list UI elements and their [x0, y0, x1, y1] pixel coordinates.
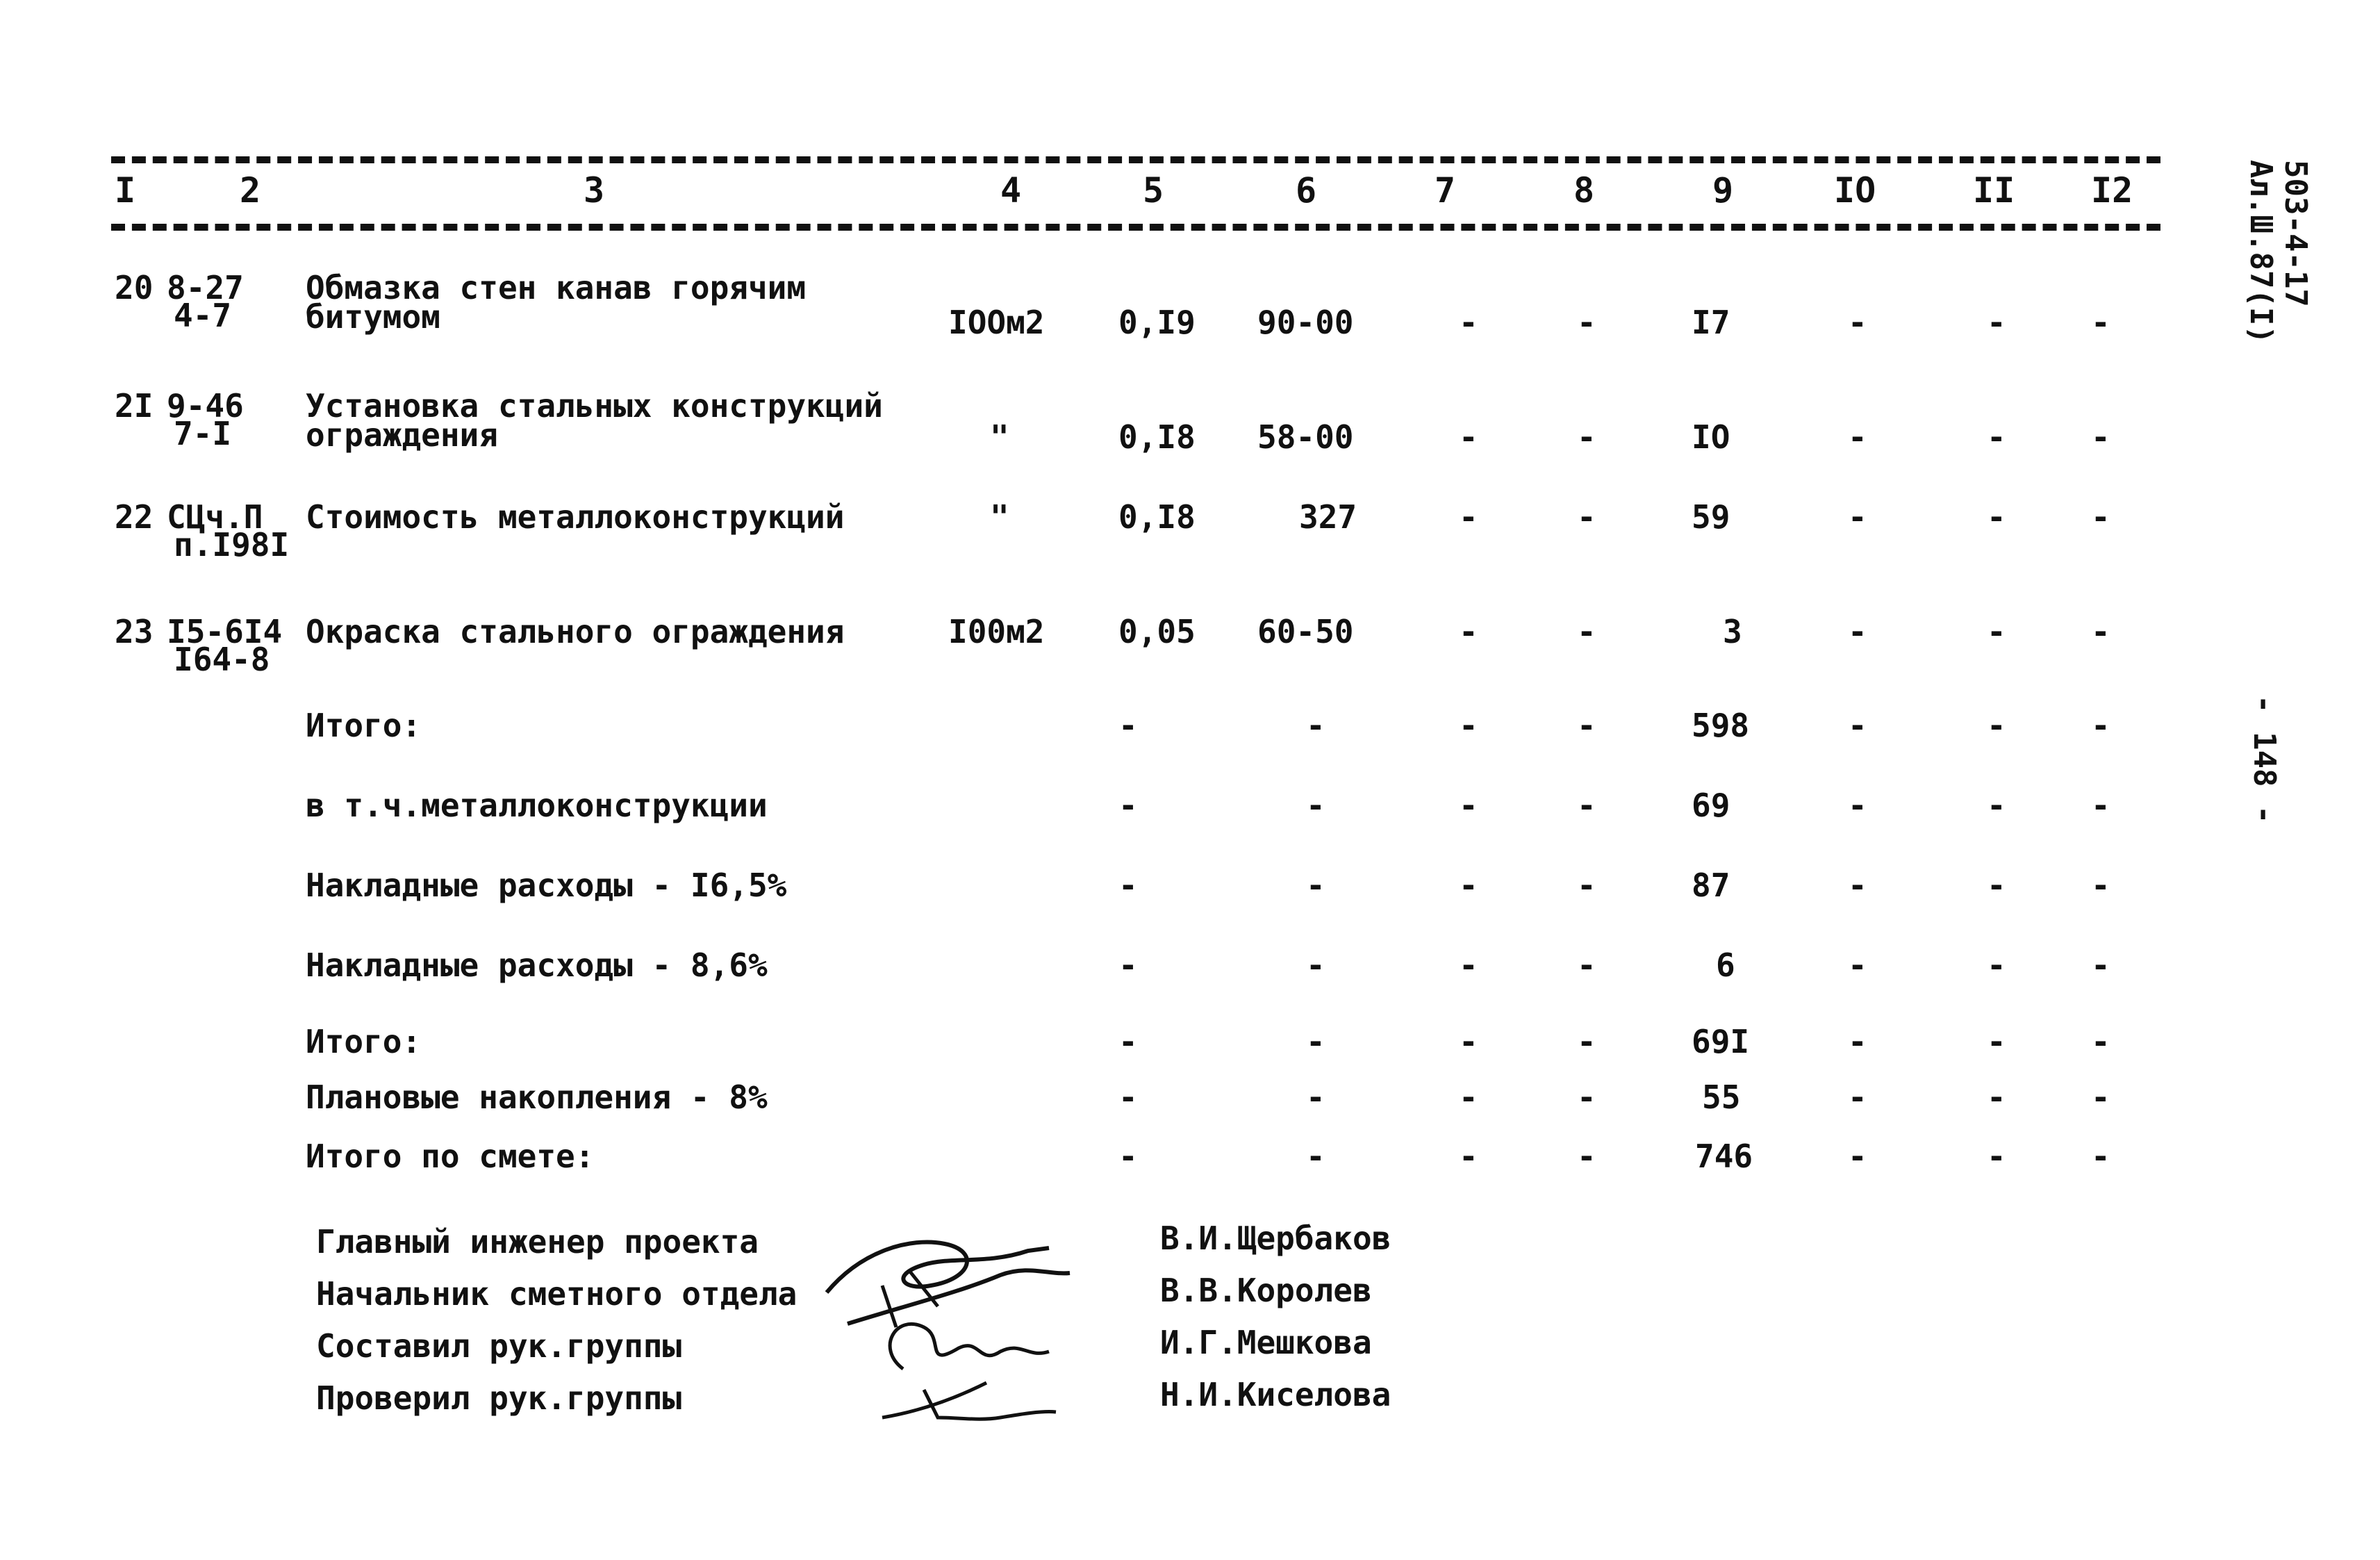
row-col9: 59: [1692, 498, 1730, 536]
col-header-12: I2: [2091, 170, 2133, 211]
row-col10: -: [1848, 613, 1867, 650]
col-header-2: 2: [240, 170, 261, 211]
dash-mark: -: [1848, 1138, 1867, 1175]
row-desc-1: Окраска стального ограждения: [306, 613, 845, 650]
signature-name: И.Г.Мешкова: [1160, 1324, 1372, 1361]
row-col8: -: [1577, 418, 1596, 456]
signature-name: В.В.Королев: [1160, 1272, 1372, 1309]
dash-mark: -: [1459, 787, 1478, 824]
total-label: в т.ч.металлоконструкции: [306, 787, 768, 824]
dash-mark: -: [1848, 1078, 1867, 1116]
col-header-1: I: [115, 170, 136, 211]
dash-mark: -: [1459, 1023, 1478, 1060]
dash-mark: -: [1987, 1078, 2006, 1116]
signature-role: Составил рук.группы: [316, 1327, 682, 1365]
dash-mark: -: [1459, 867, 1478, 904]
dash-mark: -: [1848, 946, 1867, 984]
row-desc-1: Стоимость металлоконструкций: [306, 498, 845, 536]
row-number: 23: [115, 613, 154, 650]
row-col8: -: [1577, 498, 1596, 536]
row-code-1: СЦч.П: [167, 498, 263, 536]
dash-mark: -: [2091, 946, 2110, 984]
row-col7: -: [1459, 418, 1478, 456]
dash-mark: -: [1848, 787, 1867, 824]
dash-mark: -: [1118, 1078, 1138, 1116]
page-number: [2247, 695, 2282, 823]
dash-mark: -: [1577, 707, 1596, 744]
dash-mark: -: [2091, 1078, 2110, 1116]
col-header-3: 3: [584, 170, 605, 211]
total-value: 69I: [1692, 1023, 1750, 1060]
row-price: 60-50: [1257, 613, 1354, 650]
dash-mark: -: [1306, 946, 1325, 984]
col-header-8: 8: [1573, 170, 1595, 211]
row-price: 327: [1299, 498, 1357, 536]
album-reference: [2243, 160, 2279, 344]
page-number-text: - 148 -: [2247, 695, 2282, 824]
row-number: 22: [115, 498, 154, 536]
row-col10: -: [1848, 304, 1867, 341]
dash-mark: -: [1987, 1023, 2006, 1060]
row-price: 58-00: [1257, 418, 1354, 456]
dash-mark: -: [1459, 1078, 1478, 1116]
dash-mark: -: [1848, 1023, 1867, 1060]
row-qty: 0,I8: [1118, 418, 1196, 456]
dash-mark: -: [1118, 867, 1138, 904]
row-qty: 0,I9: [1118, 304, 1196, 341]
col-header-5: 5: [1143, 170, 1164, 211]
signature-name: Н.И.Киселова: [1160, 1376, 1391, 1413]
dash-mark: -: [2091, 1138, 2110, 1175]
header-bottom-rule: [111, 224, 2160, 231]
row-col8: -: [1577, 304, 1596, 341]
header-top-rule: [111, 156, 2160, 163]
total-label: Накладные расходы - I6,5%: [306, 867, 787, 904]
dash-mark: -: [1306, 1138, 1325, 1175]
dash-mark: -: [2091, 1023, 2110, 1060]
row-code-1: 9-46: [167, 387, 244, 425]
dash-mark: -: [1306, 1023, 1325, 1060]
dash-mark: -: [1848, 867, 1867, 904]
row-unit: ": [990, 418, 1009, 456]
dash-mark: -: [2091, 787, 2110, 824]
dash-mark: -: [1118, 946, 1138, 984]
row-col11: -: [1987, 418, 2006, 456]
row-number: 20: [115, 269, 154, 306]
total-value: 87: [1692, 867, 1730, 904]
col-header-6: 6: [1296, 170, 1317, 211]
col-header-11: II: [1973, 170, 2015, 211]
signature-name: В.И.Щербаков: [1160, 1220, 1391, 1257]
row-desc-2: битумом: [306, 298, 440, 336]
dash-mark: -: [1987, 707, 2006, 744]
col-header-7: 7: [1435, 170, 1456, 211]
row-col10: -: [1848, 498, 1867, 536]
document-code-text: 503-4-17: [2278, 160, 2313, 307]
total-value: 598: [1692, 707, 1750, 744]
row-col11: -: [1987, 304, 2006, 341]
row-col7: -: [1459, 613, 1478, 650]
row-col9: IO: [1692, 418, 1730, 456]
total-label: Плановые накопления - 8%: [306, 1078, 768, 1116]
dash-mark: -: [1848, 707, 1867, 744]
row-code-1: I5-6I4: [167, 613, 283, 650]
row-qty: 0,05: [1118, 613, 1196, 650]
total-label: Итого:: [306, 707, 422, 744]
row-code-2: п.I98I: [174, 526, 290, 564]
dash-mark: -: [1459, 946, 1478, 984]
row-unit: I00м2: [948, 613, 1045, 650]
dash-mark: -: [1577, 867, 1596, 904]
signature-role: Главный инженер проекта: [316, 1223, 759, 1261]
album-reference-text: Ал.Ш.87(I): [2243, 160, 2279, 344]
row-col10: -: [1848, 418, 1867, 456]
row-code-1: 8-27: [167, 269, 244, 306]
document-code: [2278, 160, 2313, 307]
dash-mark: -: [1987, 867, 2006, 904]
row-col7: -: [1459, 304, 1478, 341]
dash-mark: -: [1459, 707, 1478, 744]
row-col12: -: [2091, 498, 2110, 536]
handwritten-signatures-icon: [820, 1209, 1153, 1459]
dash-mark: -: [1987, 1138, 2006, 1175]
row-col7: -: [1459, 498, 1478, 536]
total-label: Итого по смете:: [306, 1138, 595, 1175]
dash-mark: -: [1577, 1023, 1596, 1060]
row-price: 90-00: [1257, 304, 1354, 341]
row-col12: -: [2091, 418, 2110, 456]
row-col9: I7: [1692, 304, 1730, 341]
dash-mark: -: [1306, 867, 1325, 904]
row-col12: -: [2091, 304, 2110, 341]
dash-mark: -: [1577, 787, 1596, 824]
col-header-4: 4: [1000, 170, 1022, 211]
row-col11: -: [1987, 613, 2006, 650]
row-col12: -: [2091, 613, 2110, 650]
row-unit: ": [990, 498, 1009, 536]
total-value: 746: [1695, 1138, 1753, 1175]
col-header-9: 9: [1712, 170, 1734, 211]
row-desc-2: ограждения: [306, 416, 498, 454]
dash-mark: -: [1987, 787, 2006, 824]
signature-role: Начальник сметного отдела: [316, 1275, 798, 1313]
row-col9: 3: [1723, 613, 1742, 650]
dash-mark: -: [1987, 946, 2006, 984]
row-qty: 0,I8: [1118, 498, 1196, 536]
row-desc-1: Установка стальных конструкций: [306, 387, 883, 425]
row-unit: IOOм2: [948, 304, 1045, 341]
row-code-2: 7-I: [174, 415, 232, 452]
row-code-2: 4-7: [174, 297, 232, 334]
total-value: 69: [1692, 787, 1730, 824]
dash-mark: -: [1577, 1078, 1596, 1116]
dash-mark: -: [1306, 707, 1325, 744]
row-number: 2I: [115, 387, 154, 425]
total-label: Накладные расходы - 8,6%: [306, 946, 768, 984]
total-value: 6: [1716, 946, 1735, 984]
dash-mark: -: [2091, 707, 2110, 744]
dash-mark: -: [1306, 1078, 1325, 1116]
dash-mark: -: [1577, 1138, 1596, 1175]
row-col8: -: [1577, 613, 1596, 650]
row-desc-1: Обмазка стен канав горячим: [306, 269, 807, 306]
dash-mark: -: [1118, 1023, 1138, 1060]
dash-mark: -: [1306, 787, 1325, 824]
dash-mark: -: [2091, 867, 2110, 904]
col-header-10: IO: [1834, 170, 1876, 211]
dash-mark: -: [1118, 707, 1138, 744]
row-col11: -: [1987, 498, 2006, 536]
dash-mark: -: [1118, 1138, 1138, 1175]
dash-mark: -: [1118, 787, 1138, 824]
dash-mark: -: [1577, 946, 1596, 984]
dash-mark: -: [1459, 1138, 1478, 1175]
row-code-2: I64-8: [174, 641, 270, 678]
total-value: 55: [1702, 1078, 1741, 1116]
signature-role: Проверил рук.группы: [316, 1379, 682, 1417]
total-label: Итого:: [306, 1023, 422, 1060]
